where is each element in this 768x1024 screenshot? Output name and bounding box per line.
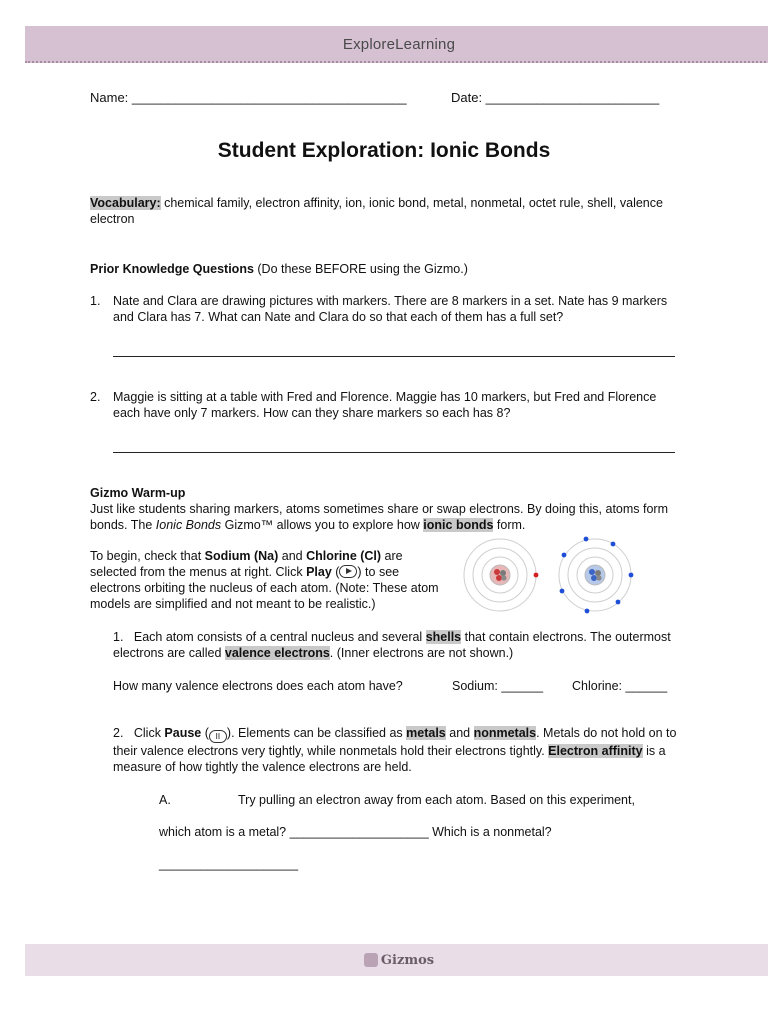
question-number: 1. xyxy=(113,630,124,644)
question-2 xyxy=(113,725,678,775)
vocabulary-label: Vocabulary: xyxy=(90,196,161,210)
valence-question: How many valence electrons does each atom have? xyxy=(113,679,403,693)
question-text: Click xyxy=(133,726,165,740)
answer-line-1[interactable] xyxy=(113,356,675,357)
instruction-text: ( xyxy=(331,565,340,579)
valence-electrons-highlight: valence electrons xyxy=(224,646,330,660)
atom-models-image xyxy=(463,532,643,620)
sodium-atom xyxy=(464,539,538,611)
question-number: 2. xyxy=(90,390,101,404)
warmup-heading xyxy=(90,485,680,501)
question-text: Maggie is sitting at a table with Fred and Florence. Maggie has 10 markers, but Fred and Florence each have only 7 markers. How can they share markers so each has 8? xyxy=(113,390,657,420)
explorelearning-logo: ExploreLearning xyxy=(342,36,456,53)
chlorine-answer[interactable]: Chlorine: ______ xyxy=(572,679,668,693)
metals-highlight: metals xyxy=(406,726,446,740)
gizmo-name: Ionic Bonds xyxy=(155,518,222,532)
question-text: . (Inner electrons are not shown.) xyxy=(329,646,514,660)
instruction-text: To begin, check that xyxy=(90,549,205,563)
question-text: Each atom consists of a central nucleus and several xyxy=(133,630,426,644)
instruction-text: are selected from the menus at right. Click xyxy=(90,549,403,579)
question-text: Nate and Clara are drawing pictures with markers. There are 8 markers in a set. Nate has 9 markers and Clara has 7. What can Nate and Clara do so that each of them has a full set? xyxy=(113,294,668,324)
warmup-text: Just like students sharing markers, atoms sometimes share or swap electrons. By doing this, atoms form bonds. The xyxy=(90,502,669,532)
pause-label: Pause xyxy=(164,726,202,740)
pause-icon: II xyxy=(209,730,227,743)
question-text: ). Elements can be classified as xyxy=(226,726,407,740)
vocabulary-text: chemical family, electron affinity, ion, ionic bond, metal, nonmetal, octet rule, shell, valence electron xyxy=(90,196,663,226)
warmup-text: Gizmo™ allows you to explore how xyxy=(221,518,424,532)
question-text: that contain electrons. The outermost electrons are called xyxy=(113,630,671,660)
nonmetal-answer-line[interactable]: ____________________ xyxy=(159,857,299,871)
vocabulary-section xyxy=(90,195,680,227)
metal-answer-row[interactable]: which atom is a metal? ____________________ Which is a nonmetal? xyxy=(159,825,552,839)
gizmos-logo-text: Gizmos xyxy=(380,953,435,968)
date-field[interactable]: Date: ________________________ xyxy=(451,90,660,105)
warmup-intro xyxy=(90,501,680,533)
explorelearning-header xyxy=(25,26,768,63)
question-number: 2. xyxy=(113,726,124,740)
question-2a xyxy=(159,792,679,808)
sub-question-text: Try pulling an electron away from each atom. Based on this experiment, xyxy=(238,793,635,807)
valence-question-row xyxy=(113,678,678,694)
play-icon xyxy=(339,565,357,578)
question-text: ( xyxy=(201,726,209,740)
sodium-valence-electron xyxy=(534,573,539,578)
play-label: Play xyxy=(306,565,332,579)
electron-affinity-highlight: Electron affinity xyxy=(548,744,643,758)
shells-highlight: shells xyxy=(425,630,462,644)
warmup-heading-text: Gizmo Warm-up xyxy=(90,486,186,500)
chlorine-atom xyxy=(559,537,633,614)
gizmos-footer xyxy=(25,944,768,976)
answer-line-2[interactable] xyxy=(113,452,675,453)
sub-question-letter: A. xyxy=(159,793,171,807)
question-1 xyxy=(113,629,678,661)
question-text: and xyxy=(445,726,474,740)
gizmos-logo xyxy=(25,953,768,968)
question-text: is a measure of how tightly the valence electrons are held. xyxy=(113,744,666,774)
warmup-instructions xyxy=(90,548,442,612)
instruction-text: and xyxy=(278,549,307,563)
page-title: Student Exploration: Ionic Bonds xyxy=(217,139,551,162)
prior-knowledge-heading xyxy=(90,261,680,277)
prior-heading-note: (Do these BEFORE using the Gizmo.) xyxy=(253,262,468,276)
question-number: 1. xyxy=(90,294,101,308)
name-field[interactable]: Name: ______________________________________ xyxy=(90,90,407,105)
sodium-label: Sodium (Na) xyxy=(204,549,279,563)
warmup-text: form. xyxy=(493,518,526,532)
gizmos-logo-icon xyxy=(364,953,378,967)
prior-heading-text: Prior Knowledge Questions xyxy=(90,262,254,276)
chlorine-label: Chlorine (Cl) xyxy=(306,549,382,563)
ionic-bonds-highlight: ionic bonds xyxy=(423,518,494,532)
instruction-text: ) to see electrons orbiting the nucleus of each atom. (Note: These atom models are simplified and not meant to be realistic.) xyxy=(90,565,439,611)
nonmetals-highlight: nonmetals xyxy=(473,726,537,740)
question-text: . Metals do not hold on to their valence electrons very tightly, while nonmetals hold their electrons tightly. xyxy=(113,726,677,758)
sodium-answer[interactable]: Sodium: ______ xyxy=(452,679,544,693)
